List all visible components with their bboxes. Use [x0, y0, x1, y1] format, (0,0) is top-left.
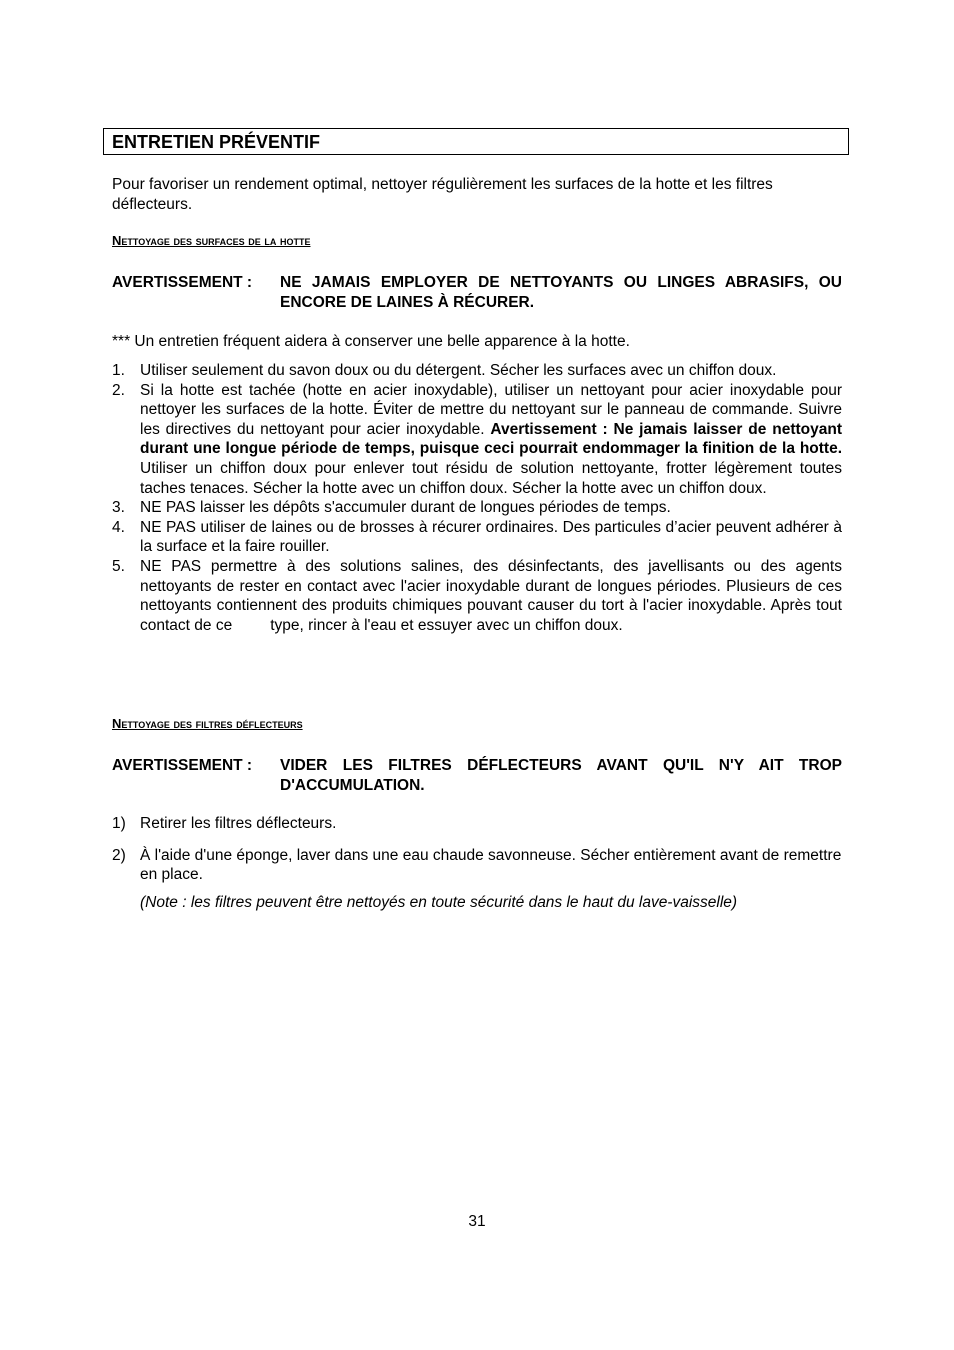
subheading-filters: Nettoyage des filtres déflecteurs	[112, 716, 303, 731]
intro-paragraph: Pour favoriser un rendement optimal, nettoyer régulièrement les surfaces de la hotte et les filtres déflecteurs.	[112, 176, 773, 213]
list-item	[112, 381, 842, 499]
list-text	[140, 381, 842, 499]
list-number: 3.	[112, 499, 125, 517]
list-item	[112, 846, 842, 913]
list-text: Utiliser seulement du savon doux ou du détergent. Sécher les surfaces avec un chiffon doux.	[140, 362, 777, 379]
section-title-box	[103, 128, 849, 155]
list-text	[140, 557, 842, 635]
subheading-surfaces: Nettoyage des surfaces de la hotte	[112, 233, 311, 248]
warning-text: VIDER LES FILTRES DÉFLECTEURS AVANT QU'IL N'Y AIT TROP D'ACCUMULATION.	[280, 757, 842, 794]
list-item	[112, 498, 842, 518]
list-text: NE PAS utiliser de laines ou de brosses à récurer ordinaires. Des particules d’acier peuvent adhérer à la surface et la faire rouiller.	[140, 518, 842, 556]
list-number: 1)	[112, 815, 126, 832]
list-text: Retirer les filtres déflecteurs.	[140, 815, 337, 832]
list-text: NE PAS laisser les dépôts s'accumuler durant de longues périodes de temps.	[140, 499, 671, 517]
list-item	[112, 361, 842, 381]
page-title: ENTRETIEN PRÉVENTIF	[112, 132, 321, 152]
list-text-bold: Avertissement : Ne jamais laisser de nettoyant durant une longue période de temps, puisque ceci pourrait endommager la finition de la hotte.	[140, 420, 842, 458]
list-item	[112, 557, 842, 635]
dishwasher-note: (Note : les filtres peuvent être nettoyés en toute sécurité dans le haut du lave-vaisselle)	[140, 893, 738, 911]
filter-cleaning-list	[112, 814, 842, 924]
list-text-part: type, rincer à l'eau et essuyer avec un chiffon doux.	[270, 616, 623, 634]
list-number: 1.	[112, 362, 125, 379]
list-number: 2)	[112, 846, 126, 864]
list-number: 2.	[112, 381, 125, 399]
list-text-part: NE PAS permettre à des solutions salines, des désinfectants, des javellisants ou des agents nettoyants de rester en contact avec l'acier inoxydable durant de longues périodes. Plusieurs de ces nettoyants contiennent des produits chimiques pouvant causer du tort à l'acier inoxydable. Après tout contact de ce	[140, 557, 842, 634]
list-text-part: Si la hotte est tachée (hotte en acier inoxydable), utiliser un nettoyant pour acier inoxydable pour nettoyer les surfaces de la hotte. Éviter de mettre du nettoyant sur le panneau de commande. Suivre les directives du nettoyant pour acier inoxydable.	[140, 381, 842, 438]
list-text: À l'aide d'une éponge, laver dans une eau chaude savonneuse. Sécher entièrement avant de remettre en place.	[140, 846, 842, 884]
warning-label: AVERTISSEMENT :	[112, 757, 253, 774]
list-number: 5.	[112, 557, 125, 575]
list-item	[112, 814, 842, 834]
list-number: 4.	[112, 518, 125, 536]
warning-text: NE JAMAIS EMPLOYER DE NETTOYANTS OU LINGES ABRASIFS, OU ENCORE DE LAINES À RÉCURER.	[280, 274, 842, 311]
list-item	[112, 518, 842, 557]
list-text-part: Utiliser un chiffon doux pour enlever tout résidu de solution nettoyante, frotter légèrement toutes taches tenaces. Sécher la hotte avec un chiffon doux. Sécher la hotte avec un chiffon doux.	[140, 459, 842, 497]
page-number: 31	[468, 1213, 486, 1230]
maintenance-note: *** Un entretien fréquent aidera à conserver une belle apparence à la hotte.	[112, 333, 630, 350]
warning-label: AVERTISSEMENT :	[112, 274, 253, 291]
surface-cleaning-list	[112, 361, 842, 635]
